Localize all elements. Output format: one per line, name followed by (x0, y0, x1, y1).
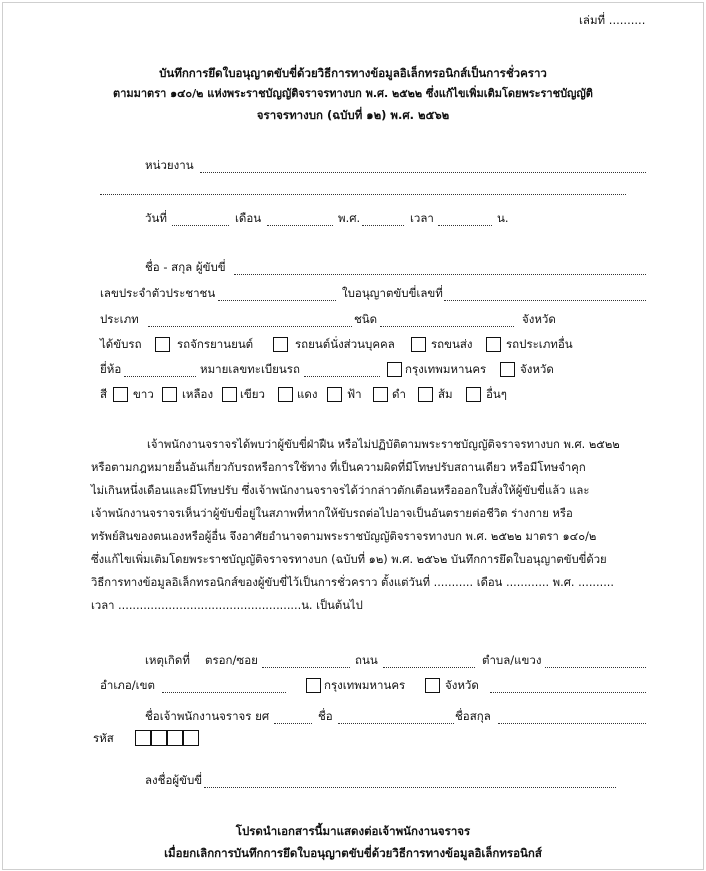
kind-field[interactable] (380, 314, 514, 327)
date-label: วันที่ (145, 211, 167, 225)
officer-surname-label: ชื่อสกุล (455, 709, 491, 723)
statement-line-6: ซึ่งแก้ไขเพิ่มเติมโดยพระราชบัญญัติจราจรทางบก (ฉบับที่ ๑๒) พ.ศ. ๒๕๖๒ บันทึกการยึดใบอนุญาตขับขี่ด้วย (91, 553, 607, 566)
agency-field-line-2[interactable] (100, 182, 626, 195)
vehicle-option-other: รถประเภทอื่น (506, 337, 573, 351)
vehicle-checkbox-transport[interactable] (411, 337, 426, 352)
location-option-province: จังหวัด (445, 678, 479, 692)
title-line-1: บันทึกการยึดใบอนุญาตขับขี่ด้วยวิธีการทางข้อมูลอิเล็กทรอนิกส์เป็นการชั่วคราว (159, 66, 547, 80)
id-number-field[interactable] (218, 288, 336, 301)
location-option-bangkok: กรุงเทพมหานคร (324, 678, 406, 692)
code-label: รหัส (93, 731, 114, 745)
district-field[interactable] (162, 680, 286, 693)
brand-label: ยี่ห้อ (100, 362, 122, 376)
subdistrict-label: ตำบล/แขวง (482, 653, 542, 667)
color-option-orange: ส้ม (438, 387, 453, 401)
location-province-field[interactable] (490, 680, 646, 693)
vehicle-checkbox-other[interactable] (486, 337, 501, 352)
color-option-green: เขียว (240, 387, 265, 401)
color-checkbox-blue[interactable] (327, 387, 342, 402)
vehicle-option-motorcycle: รถจักรยานยนต์ (177, 337, 254, 351)
color-checkbox-black[interactable] (373, 387, 388, 402)
statement-line-8: เวลา ...................................................น. เป็นต้นไป (91, 599, 363, 612)
title-line-3: จราจรทางบก (ฉบับที่ ๑๒) พ.ศ. ๒๕๖๒ (256, 108, 450, 122)
color-option-white: ขาว (133, 387, 154, 401)
driver-name-field[interactable] (234, 262, 646, 275)
statement-line-7: วิธีการทางข้อมูลอิเล็กทรอนิกส์ของผู้ขับขี่ไว้เป็นการชั่วคราว ตั้งแต่วันที่ ........... เดือน ............ พ.ศ. .......... (91, 576, 614, 589)
color-checkbox-green[interactable] (222, 387, 237, 402)
color-label: สี (100, 387, 108, 401)
license-number-field[interactable] (444, 288, 646, 301)
color-checkbox-other[interactable] (466, 387, 481, 402)
license-number-label: ใบอนุญาตขับขี่เลขที่ (342, 286, 443, 300)
statement-line-1: เจ้าพนักงานจราจรได้พบว่าผู้ขับขี่ฝ่าฝืน หรือไม่ปฏิบัติตามพระราชบัญญัติจราจรทางบก พ.ศ. ๒๕๒๒ (147, 438, 620, 451)
province-label: จังหวัด (522, 312, 556, 326)
district-label: อำเภอ/เขต (100, 678, 155, 692)
type-field[interactable] (148, 314, 352, 327)
officer-rank-field[interactable] (274, 711, 312, 724)
vehicle-option-transport: รถขนส่ง (431, 337, 473, 351)
location-checkbox-bangkok[interactable] (306, 678, 321, 693)
statement-line-3: ไม่เกินหนึ่งเดือนและมีโทษปรับ ซึ่งเจ้าพนักงานจราจรได้ว่ากล่าวตักเตือนหรือออกใบสั่งให้ผู้ขับขี่แล้ว และ (91, 484, 590, 497)
date-field[interactable] (172, 213, 229, 226)
officer-name-field[interactable] (338, 711, 454, 724)
road-field[interactable] (383, 655, 475, 668)
statement-paragraph (91, 433, 651, 617)
color-checkbox-red[interactable] (278, 387, 293, 402)
code-digit-box-4[interactable] (183, 730, 199, 746)
brand-field[interactable] (124, 364, 196, 377)
month-label: เดือน (235, 211, 262, 225)
agency-label: หน่วยงาน (145, 158, 194, 172)
location-label: เหตุเกิดที่ (145, 653, 190, 667)
statement-line-2: หรือตามกฎหมายอื่นอันเกี่ยวกับรถหรือการใช้ทาง ที่เป็นความผิดที่มีโทษปรับสถานเดียว หรือมีโทษจำคุก (91, 461, 586, 474)
plate-label: หมายเลขทะเบียนรถ (200, 362, 300, 376)
signature-label: ลงชื่อผู้ขับขี่ (145, 773, 203, 787)
road-label: ถนน (355, 653, 378, 667)
vehicle-checkbox-motorcycle[interactable] (155, 337, 170, 352)
vehicle-label: ได้ขับรถ (100, 337, 142, 351)
alley-label: ตรอก/ซอย (205, 653, 258, 667)
driver-name-label: ชื่อ - สกุล ผู้ขับขี่ (145, 260, 226, 274)
code-digit-box-3[interactable] (167, 730, 183, 746)
type-label: ประเภท (100, 312, 139, 326)
plate-checkbox-province[interactable] (500, 362, 515, 377)
alley-field[interactable] (262, 655, 350, 668)
vehicle-checkbox-private-car[interactable] (273, 337, 288, 352)
statement-line-4: เจ้าพนักงานจราจรเห็นว่าผู้ขับขี่อยู่ในสภาพที่หากให้ขับรถต่อไปอาจเป็นอันตรายต่อชีวิต ร่างกาย หรือ (91, 507, 573, 520)
footer-line-1: โปรดนำเอกสารนี้มาแสดงต่อเจ้าพนักงานจราจร (235, 824, 471, 838)
time-field[interactable] (438, 213, 492, 226)
officer-label: ชื่อเจ้าพนักงานจราจร ยศ (145, 709, 270, 723)
color-option-blue: ฟ้า (347, 387, 362, 401)
agency-field[interactable] (200, 160, 646, 173)
color-option-black: ดำ (392, 387, 406, 401)
officer-name-label: ชื่อ (318, 709, 333, 723)
plate-option-province: จังหวัด (520, 362, 554, 376)
kind-label: ชนิด (354, 312, 378, 326)
month-field[interactable] (267, 213, 333, 226)
subdistrict-field[interactable] (545, 655, 646, 668)
year-label: พ.ศ. (338, 211, 361, 225)
plate-option-bangkok: กรุงเทพมหานคร (405, 362, 487, 376)
title-line-2: ตามมาตรา ๑๔๐/๒ แห่งพระราชบัญญัติจราจรทางบก พ.ศ. ๒๕๒๒ ซึ่งแก้ไขเพิ่มเติมโดยพระราชบัญญัติ (113, 87, 593, 100)
statement-line-5: ทรัพย์สินของตนเองหรือผู้อื่น จึงอาศัยอำนาจตามพระราชบัญญัติจราจรทางบก พ.ศ. ๒๕๒๒ มาตรา ๑๔๐/๒ (91, 530, 597, 543)
plate-field[interactable] (304, 364, 380, 377)
time-unit: น. (497, 211, 509, 225)
color-checkbox-orange[interactable] (418, 387, 433, 402)
location-checkbox-province[interactable] (425, 678, 440, 693)
color-checkbox-yellow[interactable] (162, 387, 177, 402)
footer-line-2: เมื่อยกเลิกการบันทึกการยึดใบอนุญาตขับขี่ด้วยวิธีการทางข้อมูลอิเล็กทรอนิกส์ (164, 846, 542, 860)
color-option-red: แดง (297, 387, 318, 401)
officer-surname-field[interactable] (498, 711, 646, 724)
plate-checkbox-bangkok[interactable] (387, 362, 402, 377)
color-option-other: อื่นๆ (486, 387, 507, 401)
document-number: เล่มที่ .......... (579, 13, 646, 27)
signature-field[interactable] (204, 775, 616, 788)
color-option-yellow: เหลือง (182, 387, 214, 401)
year-field[interactable] (362, 213, 404, 226)
time-label: เวลา (410, 211, 434, 225)
code-digit-box-1[interactable] (135, 730, 151, 746)
code-digit-box-2[interactable] (151, 730, 167, 746)
color-checkbox-white[interactable] (113, 387, 128, 402)
vehicle-option-private-car: รถยนต์นั่งส่วนบุคคล (295, 337, 395, 351)
id-number-label: เลขประจำตัวประชาชน (100, 286, 216, 300)
